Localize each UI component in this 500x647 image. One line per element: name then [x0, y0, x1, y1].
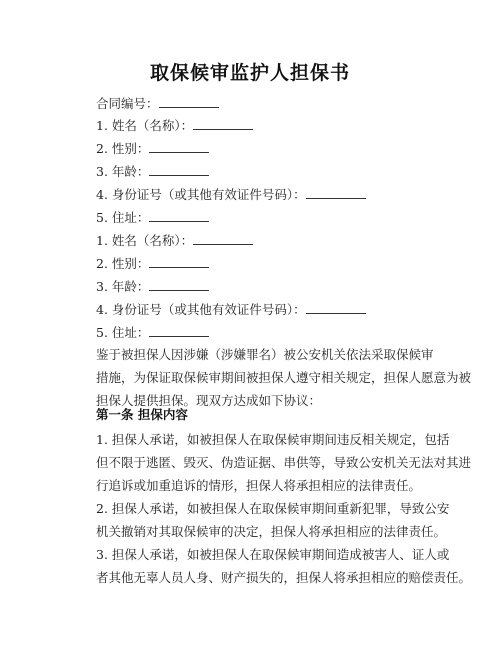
guarantor-a-name-blank[interactable]: [193, 117, 253, 130]
guarantor-b-id-row: [96, 301, 366, 318]
guarantor-b-address-row: [96, 324, 209, 341]
guarantor-a-name-label: 1. 姓名（名称）：: [96, 118, 194, 133]
clause-line: 但不限于逃匿、毁灭、伪造证据、串供等，导致公安机关无法对其进: [96, 455, 472, 470]
guarantor-b-address-blank[interactable]: [149, 324, 209, 337]
guarantor-a-gender-label: 2. 性别：: [96, 141, 150, 156]
contract-number-label: 合同编号：: [96, 96, 159, 111]
guarantor-b-gender-row: [96, 255, 209, 272]
guarantor-b-gender-blank[interactable]: [149, 255, 209, 268]
guarantor-a-gender-row: [96, 140, 209, 157]
clause-3: [96, 543, 472, 589]
section-heading: 第一条 担保内容: [96, 407, 188, 422]
guarantor-b-id-label: 4. 身份证号（或其他有效证件号码）：: [96, 302, 306, 317]
guarantor-a-id-blank[interactable]: [306, 186, 366, 199]
guarantor-a-age-label: 3. 年龄：: [96, 164, 150, 179]
intro-paragraph: [96, 343, 472, 412]
document-title: 取保候审监护人担保书: [149, 62, 350, 84]
guarantor-a-age-row: [96, 163, 209, 180]
clause-line: 2. 担保人承诺，如被担保人在取保候审期间重新犯罪，导致公安: [96, 501, 450, 516]
clause-line: 者其他无辜人员人身、财产损失的，担保人将承担相应的赔偿责任。: [96, 570, 472, 585]
guarantor-b-id-blank[interactable]: [306, 301, 366, 314]
guarantor-b-age-blank[interactable]: [149, 278, 209, 291]
clause-2: [96, 497, 450, 543]
intro-line: 鉴于被担保人因涉嫌（涉嫌罪名）被公安机关依法采取保候审: [96, 347, 434, 362]
guarantor-a-age-blank[interactable]: [149, 163, 209, 176]
guarantor-a-address-row: [96, 209, 209, 226]
guarantor-b-name-label: 1. 姓名（名称）：: [96, 233, 194, 248]
clause-line: 1. 担保人承诺，如被担保人在取保候审期间违反相关规定，包括: [96, 432, 450, 447]
guarantor-b-gender-label: 2. 性别：: [96, 256, 150, 271]
intro-line: 担保人提供担保。现双方达成如下协议：: [96, 393, 322, 408]
guarantor-b-address-label: 5. 住址：: [96, 325, 150, 340]
guarantor-b-age-label: 3. 年龄：: [96, 279, 150, 294]
guarantor-b-name-row: [96, 232, 253, 249]
guarantor-a-name-row: [96, 117, 253, 134]
clause-line: 3. 担保人承诺，如被担保人在取保候审期间造成被害人、证人或: [96, 547, 450, 562]
contract-number-blank[interactable]: [159, 95, 219, 108]
clause-line: 行追诉或加重追诉的情形，担保人将承担相应的法律责任。: [96, 478, 422, 493]
guarantor-a-id-label: 4. 身份证号（或其他有效证件号码）：: [96, 187, 306, 202]
clause-line: 机关撤销对其取保候审的决定，担保人将承担相应的法律责任。: [96, 524, 447, 539]
contract-number-row: [96, 95, 219, 112]
guarantor-a-address-blank[interactable]: [149, 209, 209, 222]
guarantor-a-gender-blank[interactable]: [149, 140, 209, 153]
guarantor-b-age-row: [96, 278, 209, 295]
guarantor-a-id-row: [96, 186, 366, 203]
intro-line: 措施，为保证取保候审期间被担保人遵守相关规定，担保人愿意为被: [96, 370, 472, 385]
clause-1: [96, 428, 472, 497]
guarantor-b-name-blank[interactable]: [193, 232, 253, 245]
guarantor-a-address-label: 5. 住址：: [96, 210, 150, 225]
